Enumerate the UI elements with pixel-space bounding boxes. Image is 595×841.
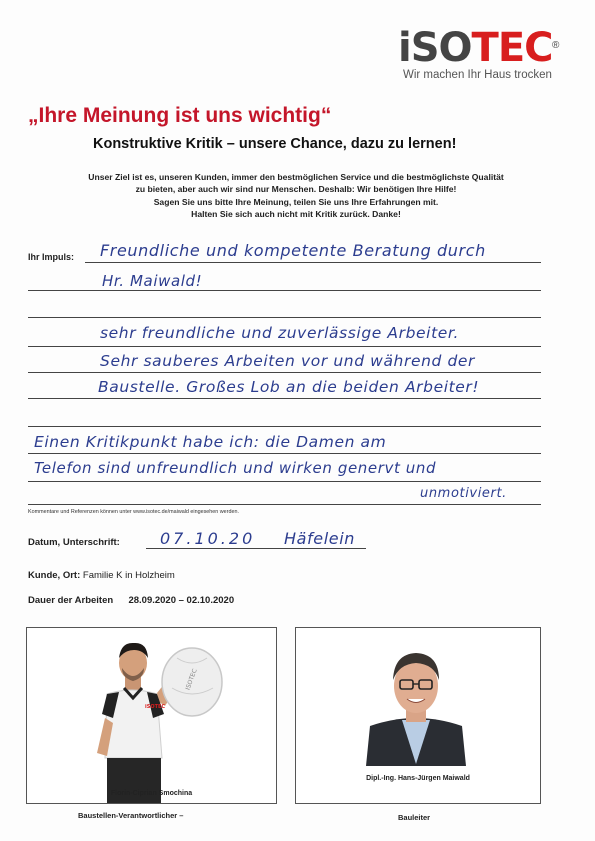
writing-line [28, 481, 541, 482]
registered-mark: ® [552, 40, 560, 51]
logo-wordmark: iSOTEC [398, 25, 553, 71]
writing-line [28, 290, 541, 291]
dauer-label: Dauer der Arbeiten [28, 595, 114, 606]
worker-photo [27, 628, 276, 803]
impuls-label: Ihr Impuls: [28, 252, 75, 262]
intro-line: zu bieten, aber auch wir sind nur Menschen. Deshalb: Wir benötigen Ihre Hilfe! [135, 184, 457, 195]
writing-line [28, 372, 541, 373]
intro-line: Halten Sie sich auch nicht mit Kritik zurück. Danke! [191, 208, 401, 219]
left-photo-role: Baustellen-Verantwortlicher – [78, 811, 184, 820]
writing-line [28, 398, 541, 399]
page-subtitle: Konstruktive Kritik – unsere Chance, dazu zu lernen! [93, 136, 457, 152]
intro-line: Sagen Sie uns bitte Ihre Meinung, teilen Sie uns Ihre Erfahrungen mit. [153, 196, 439, 207]
intro-line: Unser Ziel ist es, unseren Kunden, immer den bestmöglichen Service und die bestmöglichste Qualität [88, 172, 504, 182]
datum-label: Datum, Unterschrift: [28, 537, 120, 548]
writing-line [28, 346, 541, 347]
kunde-value: Familie K in Holzheim [82, 570, 175, 581]
datum-line [146, 548, 366, 549]
kunde-row [28, 570, 175, 581]
isotec-logo [398, 26, 570, 88]
photo-frame-right [295, 627, 541, 804]
handwritten-line: Freundliche und kompetente Beratung durch [100, 241, 486, 260]
handwritten-line: Telefon sind unfreundlich und wirken genervt und [34, 459, 437, 477]
writing-line [28, 504, 541, 505]
kunde-label: Kunde, Ort: [28, 570, 81, 581]
right-photo-caption: Dipl.-Ing. Hans-Jürgen Maiwald [366, 775, 470, 782]
handwritten-line: sehr freundliche und zuverlässige Arbeiter. [100, 324, 459, 342]
handwritten-line: unmotiviert. [420, 486, 507, 501]
datum-value: 07.10.20 [160, 529, 256, 548]
page-title: „Ihre Meinung ist uns wichtig“ [28, 104, 332, 127]
logo-tagline: Wir machen Ihr Haus trocken [403, 69, 552, 81]
dauer-row [28, 595, 234, 606]
left-photo-caption: Florin-Ciprian Smochina [110, 790, 193, 797]
handwritten-line: Einen Kritikpunkt habe ich: die Damen am [34, 433, 387, 451]
intro-text [20, 171, 572, 220]
writing-line [28, 426, 541, 427]
handwritten-line: Hr. Maiwald! [102, 272, 203, 290]
handwritten-line: Baustelle. Großes Lob an die beiden Arbeiter! [98, 378, 480, 396]
handwritten-line: Sehr sauberes Arbeiten vor und während der [100, 352, 476, 370]
svg-text:ISOTEC: ISOTEC [184, 667, 199, 691]
signature: Häfelein [284, 529, 355, 548]
photo-frame-left [26, 627, 277, 804]
reference-note: Kommentare und Referenzen können unter www.isotec.de/maiwald eingesehen werden. [28, 509, 239, 515]
writing-line [85, 262, 541, 263]
writing-line [28, 453, 541, 454]
shirt-logo-text: iSOTEC [145, 704, 166, 710]
right-photo-role: Bauleiter [398, 813, 431, 822]
dauer-value: 28.09.2020 – 02.10.2020 [128, 595, 235, 606]
writing-line [28, 317, 541, 318]
